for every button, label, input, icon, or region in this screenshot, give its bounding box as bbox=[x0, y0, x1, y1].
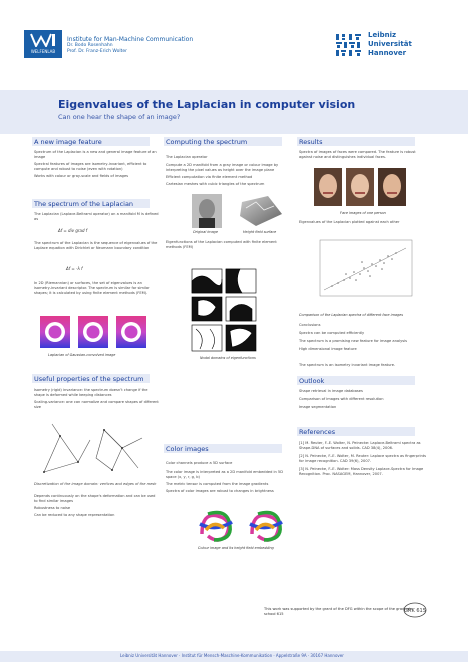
header bbox=[0, 0, 468, 62]
eigenfunctions-text: Eigenfunctions of the Laplacian computed with finite element methods (FEM) bbox=[166, 240, 277, 249]
footer-text: Leibniz Universität Hannover · Institut für Mensch-Maschine-Kommunikation · Appelstraße 9A · 30167 Hannover bbox=[120, 653, 344, 658]
reference-item: [1] M. Reuter, F.-E. Wolter, N. Peinecke: Laplace-Beltrami spectra as Shape-DNA of surfaces and solids. CAD 38(4), 2006. bbox=[299, 441, 421, 450]
laplacian-image bbox=[116, 316, 146, 348]
heading-references: References bbox=[299, 428, 336, 436]
poster-title: Eigenvalues of the Laplacian in computer vision bbox=[58, 98, 356, 111]
institute-name: Institute for Man-Machine Communication bbox=[67, 36, 194, 43]
poster-subtitle: Can one hear the shape of an image? bbox=[58, 113, 181, 121]
color-intro: Color channels produce a 5D surface bbox=[166, 461, 233, 465]
heading-new-feature: A new image feature bbox=[34, 138, 102, 146]
image-label-original: Original image bbox=[193, 230, 218, 234]
person-2: Prof. Dr. Franz-Erich Wolter bbox=[67, 49, 127, 54]
title-band bbox=[0, 90, 468, 134]
knot-image bbox=[200, 513, 232, 541]
heading-outlook: Outlook bbox=[299, 377, 325, 385]
laplacian-caption: Laplacian of Gaussian-convolved image bbox=[48, 353, 116, 357]
knot-image bbox=[250, 513, 282, 541]
properties-bullets-bottom: Depends continuously on the shape's deformation and can be used to find similar images Robustness to noise Can be reduced to any shape representation bbox=[34, 494, 156, 517]
outlook-bullets: Shape retrieval in image databases Comparison of images with different resolution Image segmentation bbox=[299, 389, 384, 409]
nodal-domains-grid bbox=[190, 267, 290, 355]
color-bullets: The color image is interpreted as a 2D manifold embedded in 5D space (x, y, r, g, b) The metric tensor is computed from the image gradients Spectra of color images are robust to changes in brightness bbox=[166, 470, 283, 493]
institute-block bbox=[67, 36, 267, 55]
conclusions-bullets: Spectra can be computed efficiently The spectrum is a promising new feature for image analysis High dimensional image feature bbox=[299, 331, 407, 351]
heading-properties: Useful properties of the spectrum bbox=[34, 375, 144, 383]
university-name: Leibniz Universität Hannover bbox=[368, 31, 412, 57]
formula-1: Δf = div grad f bbox=[58, 228, 88, 233]
conclusion-statement: The spectrum is an isometry invariant image feature. bbox=[299, 363, 396, 367]
reference-item: [2] N. Peinecke, F.-E. Wolter, M. Reuter: Laplace spectra as fingerprints for image recognition. CAD 39(6), 2007. bbox=[299, 454, 427, 463]
knot-caption: Colour image and its height field embedding bbox=[198, 546, 274, 550]
face-image bbox=[346, 168, 374, 206]
feature-bullets: Spectrum of the Laplacian is a new and general image feature of an image Spectral features of images are isometry-invariant, efficient to compute and robust to noise (even with rotation) Works with colour or gray-scale and fields of images bbox=[34, 150, 157, 178]
color-knot-images bbox=[196, 506, 296, 544]
computing-intro: The Laplacian operator bbox=[166, 155, 208, 159]
graduate-school-logo-icon bbox=[402, 601, 428, 619]
heading-computing: Computing the spectrum bbox=[166, 138, 248, 146]
face-caption: Face images of one person bbox=[340, 211, 386, 215]
plot-intro: Eigenvalues of the Laplacian plotted against each other bbox=[299, 220, 400, 224]
footer-bar bbox=[0, 651, 468, 662]
height-surface-image bbox=[240, 196, 282, 226]
image-label-surface: Height field surface bbox=[243, 230, 277, 234]
nodal-caption: Nodal domains of eigenfunctions bbox=[200, 356, 256, 360]
funding-note: This work was supported by the grant of the DFG within the scope of the graduate school 615 bbox=[264, 607, 413, 616]
original-and-surface-images bbox=[190, 192, 290, 230]
reference-item: [3] N. Peinecke, F.-E. Wolter: Mass Density Laplace-Spectra for Image Recognition. Proc. NASAGEM, Hannover, 2007. bbox=[299, 467, 424, 476]
face-image bbox=[378, 168, 406, 206]
computing-bullets: Compute a 2D manifold from a gray image or colour image by interpreting the pixel values as height over the image plane Efficient computation via finite element method Cartesian meshes with cubic triangles of the spectrum bbox=[166, 163, 279, 186]
heading-results: Results bbox=[299, 138, 323, 146]
laplacian-image bbox=[40, 316, 70, 348]
logo-text: WELFENLAB bbox=[30, 49, 56, 54]
logo-w-icon bbox=[30, 33, 56, 47]
properties-bullets-top: Isometry (rigid) invariance: the spectrum doesn’t change if the shape is deformed while keeping distances Scaling-variance: one can normalize and compare shapes of different size bbox=[34, 388, 159, 409]
institute-logo bbox=[24, 30, 62, 58]
mesh-caption: Discretization of the image domain: vertices and edges of the mesh bbox=[34, 482, 157, 486]
face-image bbox=[314, 168, 342, 206]
laplacian-intro: The Laplacian (Laplace-Beltrami operator) on a manifold M is defined as bbox=[34, 212, 159, 221]
heading-color: Color images bbox=[166, 445, 209, 453]
university-logo-icon bbox=[334, 32, 364, 58]
person-1: Dr. Bodo Rosenhahn bbox=[67, 43, 113, 48]
mesh-diagram bbox=[38, 418, 154, 480]
references-list bbox=[299, 441, 427, 477]
results-intro: Spectra of images of faces were compared. The feature is robust against noise and distinguishes individual faces. bbox=[299, 150, 416, 159]
scatter-plot bbox=[310, 236, 416, 306]
plot-caption: Comparison of the Laplacian spectra of different face images bbox=[299, 313, 404, 317]
svg-text:GRK 615: GRK 615 bbox=[404, 608, 426, 614]
conclusions-heading: Conclusions bbox=[299, 323, 321, 327]
laplacian-images bbox=[38, 314, 150, 350]
spectrum-description: In 2D (Riemannian) or surfaces, the set of eigenvalues is an isometry-invariant descriptor. The spectrum is similar for similar shapes; it is calculated by using finite element methods (FEM). bbox=[34, 281, 150, 295]
heading-spectrum: The spectrum of the Laplacian bbox=[34, 200, 134, 208]
laplacian-image bbox=[78, 316, 108, 348]
spectrum-definition: The spectrum of the Laplacian is the sequence of eigenvalues of the Laplace equation with Dirichlet or Neumann boundary condition bbox=[34, 241, 158, 250]
formula-2: Δf = -λ f bbox=[66, 266, 83, 271]
face-images bbox=[312, 166, 408, 208]
